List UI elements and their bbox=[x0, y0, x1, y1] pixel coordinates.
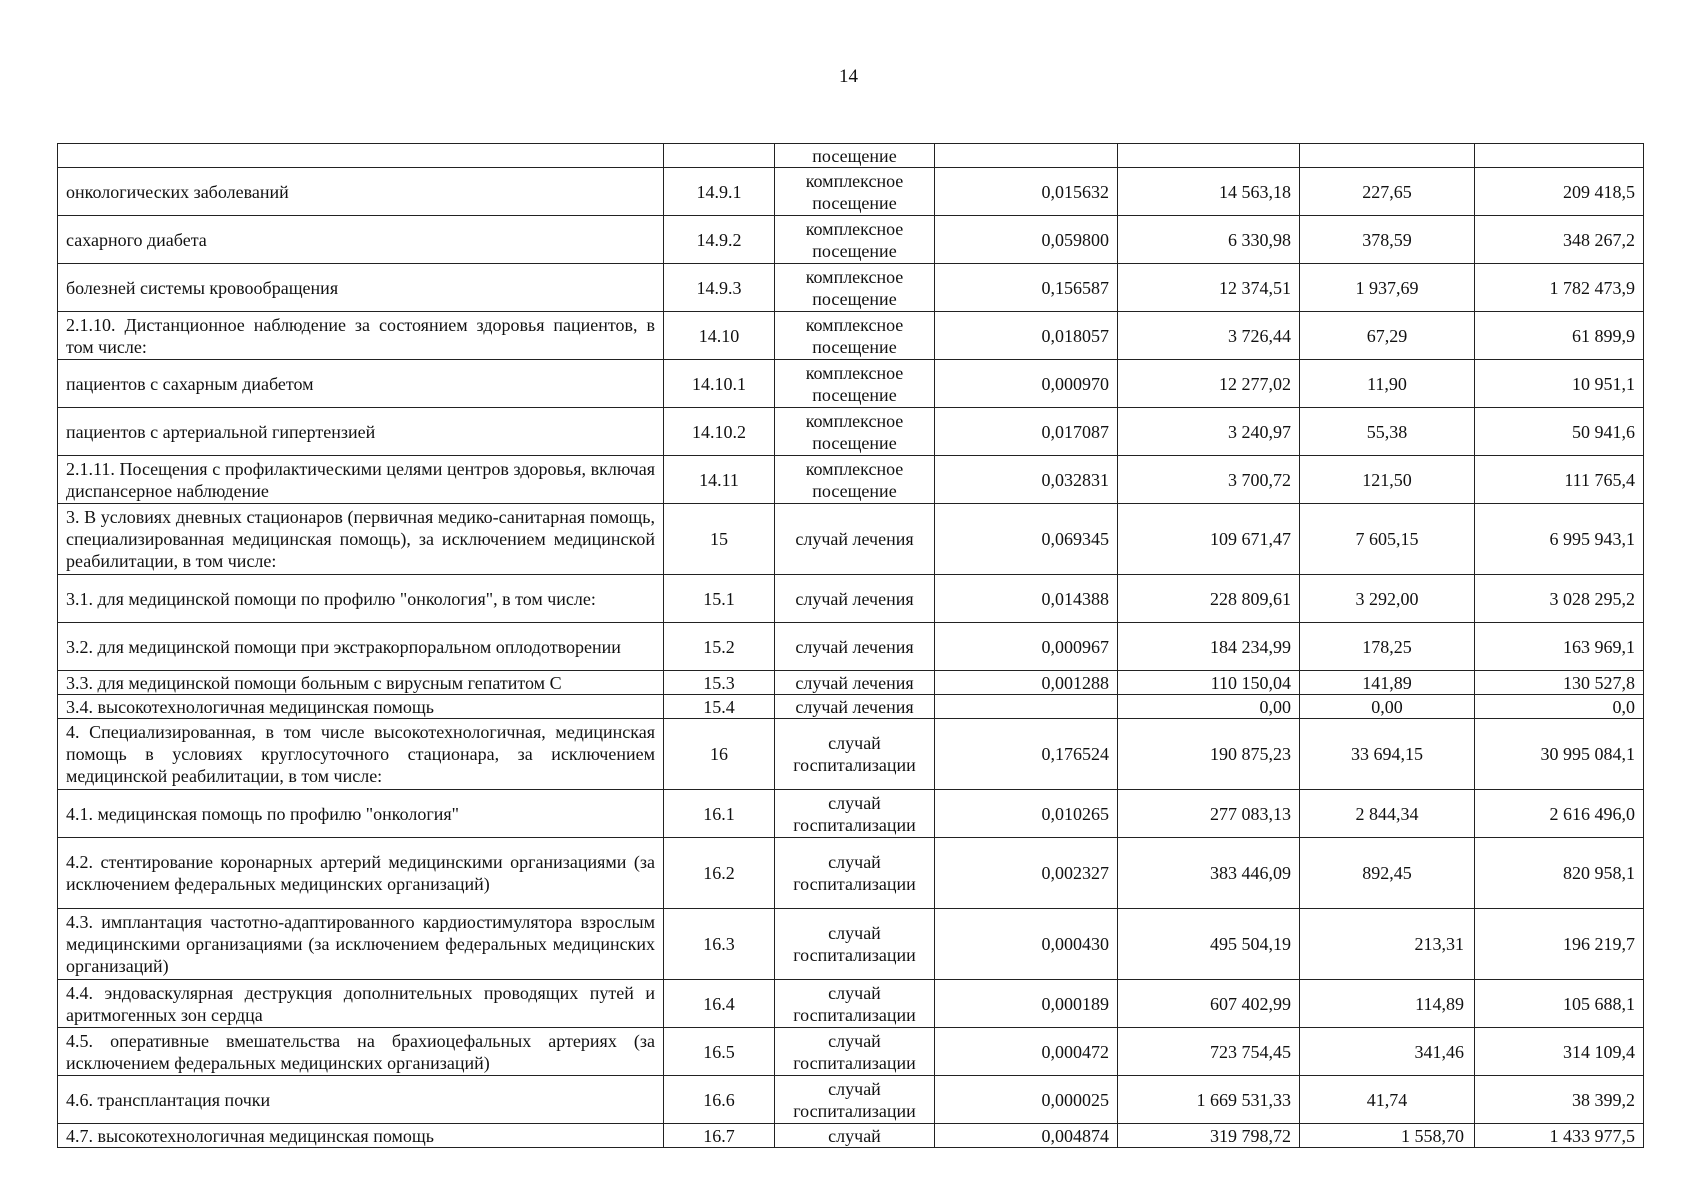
row-total: 314 109,4 bbox=[1475, 1028, 1644, 1076]
norms-table bbox=[57, 143, 1644, 1148]
row-code: 15.2 bbox=[664, 623, 775, 671]
row-unit: комплексное посещение bbox=[775, 168, 935, 216]
row-cost: 3 700,72 bbox=[1118, 456, 1300, 504]
row-code: 14.10 bbox=[664, 312, 775, 360]
row-per-capita: 892,45 bbox=[1300, 838, 1475, 909]
row-name: 4.2. стентирование коронарных артерий медицинскими организациями (за исключением федеральных медицинских организаций) bbox=[58, 838, 664, 909]
row-unit: случай лечения bbox=[775, 504, 935, 575]
row-norm: 0,014388 bbox=[935, 575, 1118, 623]
row-norm: 0,000189 bbox=[935, 980, 1118, 1028]
row-unit: комплексное посещение bbox=[775, 264, 935, 312]
row-name: 3.3. для медицинской помощи больным с вирусным гепатитом С bbox=[58, 671, 664, 695]
table-row bbox=[58, 144, 1644, 168]
row-per-capita: 41,74 bbox=[1300, 1076, 1475, 1124]
row-total: 10 951,1 bbox=[1475, 360, 1644, 408]
row-name: пациентов с артериальной гипертензией bbox=[58, 408, 664, 456]
row-total: 196 219,7 bbox=[1475, 909, 1644, 980]
row-cost: 1 669 531,33 bbox=[1118, 1076, 1300, 1124]
row-unit: случай госпитализации bbox=[775, 719, 935, 790]
row-code: 15.3 bbox=[664, 671, 775, 695]
row-code: 14.10.2 bbox=[664, 408, 775, 456]
row-per-capita: 213,31 bbox=[1300, 909, 1475, 980]
row-code: 16.5 bbox=[664, 1028, 775, 1076]
row-cost: 12 277,02 bbox=[1118, 360, 1300, 408]
row-per-capita: 55,38 bbox=[1300, 408, 1475, 456]
row-total: 209 418,5 bbox=[1475, 168, 1644, 216]
table-row bbox=[58, 504, 1644, 575]
row-unit: случай лечения bbox=[775, 575, 935, 623]
row-unit: случай лечения bbox=[775, 695, 935, 719]
row-code: 14.9.1 bbox=[664, 168, 775, 216]
row-name: 4.3. имплантация частотно-адаптированного кардиостимулятора взрослым медицинскими организациями (за исключением федеральных медицинских организаций) bbox=[58, 909, 664, 980]
table-row bbox=[58, 671, 1644, 695]
row-norm: 0,010265 bbox=[935, 790, 1118, 838]
row-code: 15 bbox=[664, 504, 775, 575]
row-total: 6 995 943,1 bbox=[1475, 504, 1644, 575]
row-total: 105 688,1 bbox=[1475, 980, 1644, 1028]
row-name: онкологических заболеваний bbox=[58, 168, 664, 216]
row-total: 61 899,9 bbox=[1475, 312, 1644, 360]
row-per-capita: 0,00 bbox=[1300, 695, 1475, 719]
row-cost: 6 330,98 bbox=[1118, 216, 1300, 264]
row-total bbox=[1475, 144, 1644, 168]
row-name: 3.1. для медицинской помощи по профилю "онкология", в том числе: bbox=[58, 575, 664, 623]
row-norm: 0,000472 bbox=[935, 1028, 1118, 1076]
row-unit: случай госпитализации bbox=[775, 1028, 935, 1076]
row-code: 16 bbox=[664, 719, 775, 790]
row-unit: случай лечения bbox=[775, 671, 935, 695]
row-norm: 0,000967 bbox=[935, 623, 1118, 671]
row-code: 15.1 bbox=[664, 575, 775, 623]
table-row bbox=[58, 1076, 1644, 1124]
row-unit: комплексное посещение bbox=[775, 312, 935, 360]
row-total: 163 969,1 bbox=[1475, 623, 1644, 671]
row-cost bbox=[1118, 144, 1300, 168]
row-name: 4.4. эндоваскулярная деструкция дополнительных проводящих путей и аритмогенных зон сердца bbox=[58, 980, 664, 1028]
row-cost: 0,00 bbox=[1118, 695, 1300, 719]
row-total: 38 399,2 bbox=[1475, 1076, 1644, 1124]
row-per-capita: 178,25 bbox=[1300, 623, 1475, 671]
row-total: 348 267,2 bbox=[1475, 216, 1644, 264]
row-code: 14.10.1 bbox=[664, 360, 775, 408]
row-code: 16.4 bbox=[664, 980, 775, 1028]
row-per-capita: 33 694,15 bbox=[1300, 719, 1475, 790]
row-norm: 0,059800 bbox=[935, 216, 1118, 264]
table-row bbox=[58, 838, 1644, 909]
table-row bbox=[58, 909, 1644, 980]
row-cost: 495 504,19 bbox=[1118, 909, 1300, 980]
row-per-capita: 2 844,34 bbox=[1300, 790, 1475, 838]
row-cost: 14 563,18 bbox=[1118, 168, 1300, 216]
row-name: 4.6. трансплантация почки bbox=[58, 1076, 664, 1124]
row-per-capita: 67,29 bbox=[1300, 312, 1475, 360]
table-row bbox=[58, 1124, 1644, 1148]
row-norm: 0,004874 bbox=[935, 1124, 1118, 1148]
page-number: 14 bbox=[839, 66, 858, 87]
table-row bbox=[58, 408, 1644, 456]
table-row bbox=[58, 719, 1644, 790]
row-unit: случай госпитализации bbox=[775, 1076, 935, 1124]
row-unit: случай госпитализации bbox=[775, 980, 935, 1028]
row-total: 50 941,6 bbox=[1475, 408, 1644, 456]
row-unit: комплексное посещение bbox=[775, 216, 935, 264]
table-row bbox=[58, 575, 1644, 623]
row-name: 3.4. высокотехнологичная медицинская помощь bbox=[58, 695, 664, 719]
table-row bbox=[58, 1028, 1644, 1076]
row-total: 0,0 bbox=[1475, 695, 1644, 719]
row-norm: 0,000025 bbox=[935, 1076, 1118, 1124]
row-unit: комплексное посещение bbox=[775, 456, 935, 504]
row-cost: 3 240,97 bbox=[1118, 408, 1300, 456]
row-name: 4.7. высокотехнологичная медицинская помощь bbox=[58, 1124, 664, 1148]
table-row bbox=[58, 168, 1644, 216]
row-per-capita: 378,59 bbox=[1300, 216, 1475, 264]
row-cost: 723 754,45 bbox=[1118, 1028, 1300, 1076]
row-per-capita: 1 558,70 bbox=[1300, 1124, 1475, 1148]
row-norm: 0,017087 bbox=[935, 408, 1118, 456]
row-norm: 0,156587 bbox=[935, 264, 1118, 312]
row-cost: 190 875,23 bbox=[1118, 719, 1300, 790]
row-unit: случай bbox=[775, 1124, 935, 1148]
row-per-capita: 114,89 bbox=[1300, 980, 1475, 1028]
row-total: 111 765,4 bbox=[1475, 456, 1644, 504]
row-name: болезней системы кровообращения bbox=[58, 264, 664, 312]
row-norm: 0,015632 bbox=[935, 168, 1118, 216]
row-name: 4.5. оперативные вмешательства на брахиоцефальных артериях (за исключением федеральных медицинских организаций) bbox=[58, 1028, 664, 1076]
row-unit: комплексное посещение bbox=[775, 360, 935, 408]
row-unit: комплексное посещение bbox=[775, 408, 935, 456]
row-norm: 0,018057 bbox=[935, 312, 1118, 360]
row-norm: 0,176524 bbox=[935, 719, 1118, 790]
row-total: 130 527,8 bbox=[1475, 671, 1644, 695]
row-code: 14.11 bbox=[664, 456, 775, 504]
row-unit: случай лечения bbox=[775, 623, 935, 671]
row-code: 15.4 bbox=[664, 695, 775, 719]
row-per-capita: 11,90 bbox=[1300, 360, 1475, 408]
row-cost: 110 150,04 bbox=[1118, 671, 1300, 695]
row-name: пациентов с сахарным диабетом bbox=[58, 360, 664, 408]
row-cost: 228 809,61 bbox=[1118, 575, 1300, 623]
row-code: 16.3 bbox=[664, 909, 775, 980]
row-code: 16.1 bbox=[664, 790, 775, 838]
table-row bbox=[58, 695, 1644, 719]
row-code: 16.2 bbox=[664, 838, 775, 909]
row-name bbox=[58, 144, 664, 168]
row-norm: 0,069345 bbox=[935, 504, 1118, 575]
row-total: 820 958,1 bbox=[1475, 838, 1644, 909]
row-per-capita: 341,46 bbox=[1300, 1028, 1475, 1076]
row-unit: случай госпитализации bbox=[775, 790, 935, 838]
row-total: 1 782 473,9 bbox=[1475, 264, 1644, 312]
row-code bbox=[664, 144, 775, 168]
row-cost: 184 234,99 bbox=[1118, 623, 1300, 671]
row-name: 4. Специализированная, в том числе высокотехнологичная, медицинская помощь в условиях круглосуточного стационара, за исключением медицинской реабилитации, в том числе: bbox=[58, 719, 664, 790]
row-unit: посещение bbox=[775, 144, 935, 168]
table-row bbox=[58, 980, 1644, 1028]
row-code: 14.9.2 bbox=[664, 216, 775, 264]
row-per-capita: 227,65 bbox=[1300, 168, 1475, 216]
row-name: 3. В условиях дневных стационаров (первичная медико-санитарная помощь, специализированная медицинская помощь), за исключением медицинской реабилитации, в том числе: bbox=[58, 504, 664, 575]
row-cost: 383 446,09 bbox=[1118, 838, 1300, 909]
row-name: 2.1.10. Дистанционное наблюдение за состоянием здоровья пациентов, в том числе: bbox=[58, 312, 664, 360]
table-row bbox=[58, 623, 1644, 671]
row-code: 14.9.3 bbox=[664, 264, 775, 312]
row-code: 16.7 bbox=[664, 1124, 775, 1148]
row-total: 3 028 295,2 bbox=[1475, 575, 1644, 623]
row-norm: 0,001288 bbox=[935, 671, 1118, 695]
row-name: 3.2. для медицинской помощи при экстракорпоральном оплодотворении bbox=[58, 623, 664, 671]
row-total: 1 433 977,5 bbox=[1475, 1124, 1644, 1148]
row-cost: 3 726,44 bbox=[1118, 312, 1300, 360]
row-norm: 0,000970 bbox=[935, 360, 1118, 408]
row-code: 16.6 bbox=[664, 1076, 775, 1124]
table-row bbox=[58, 790, 1644, 838]
row-per-capita: 1 937,69 bbox=[1300, 264, 1475, 312]
row-norm bbox=[935, 144, 1118, 168]
row-unit: случай госпитализации bbox=[775, 909, 935, 980]
table-row bbox=[58, 312, 1644, 360]
row-cost: 12 374,51 bbox=[1118, 264, 1300, 312]
row-cost: 319 798,72 bbox=[1118, 1124, 1300, 1148]
row-cost: 277 083,13 bbox=[1118, 790, 1300, 838]
table-row bbox=[58, 360, 1644, 408]
row-total: 30 995 084,1 bbox=[1475, 719, 1644, 790]
table-row bbox=[58, 216, 1644, 264]
row-name: сахарного диабета bbox=[58, 216, 664, 264]
row-per-capita bbox=[1300, 144, 1475, 168]
row-total: 2 616 496,0 bbox=[1475, 790, 1644, 838]
table-row bbox=[58, 456, 1644, 504]
table-row bbox=[58, 264, 1644, 312]
row-per-capita: 3 292,00 bbox=[1300, 575, 1475, 623]
row-norm: 0,032831 bbox=[935, 456, 1118, 504]
row-name: 4.1. медицинская помощь по профилю "онкология" bbox=[58, 790, 664, 838]
row-per-capita: 7 605,15 bbox=[1300, 504, 1475, 575]
row-per-capita: 141,89 bbox=[1300, 671, 1475, 695]
row-norm: 0,002327 bbox=[935, 838, 1118, 909]
row-cost: 109 671,47 bbox=[1118, 504, 1300, 575]
row-norm: 0,000430 bbox=[935, 909, 1118, 980]
row-norm bbox=[935, 695, 1118, 719]
row-name: 2.1.11. Посещения с профилактическими целями центров здоровья, включая диспансерное наблюдение bbox=[58, 456, 664, 504]
row-per-capita: 121,50 bbox=[1300, 456, 1475, 504]
row-cost: 607 402,99 bbox=[1118, 980, 1300, 1028]
row-unit: случай госпитализации bbox=[775, 838, 935, 909]
